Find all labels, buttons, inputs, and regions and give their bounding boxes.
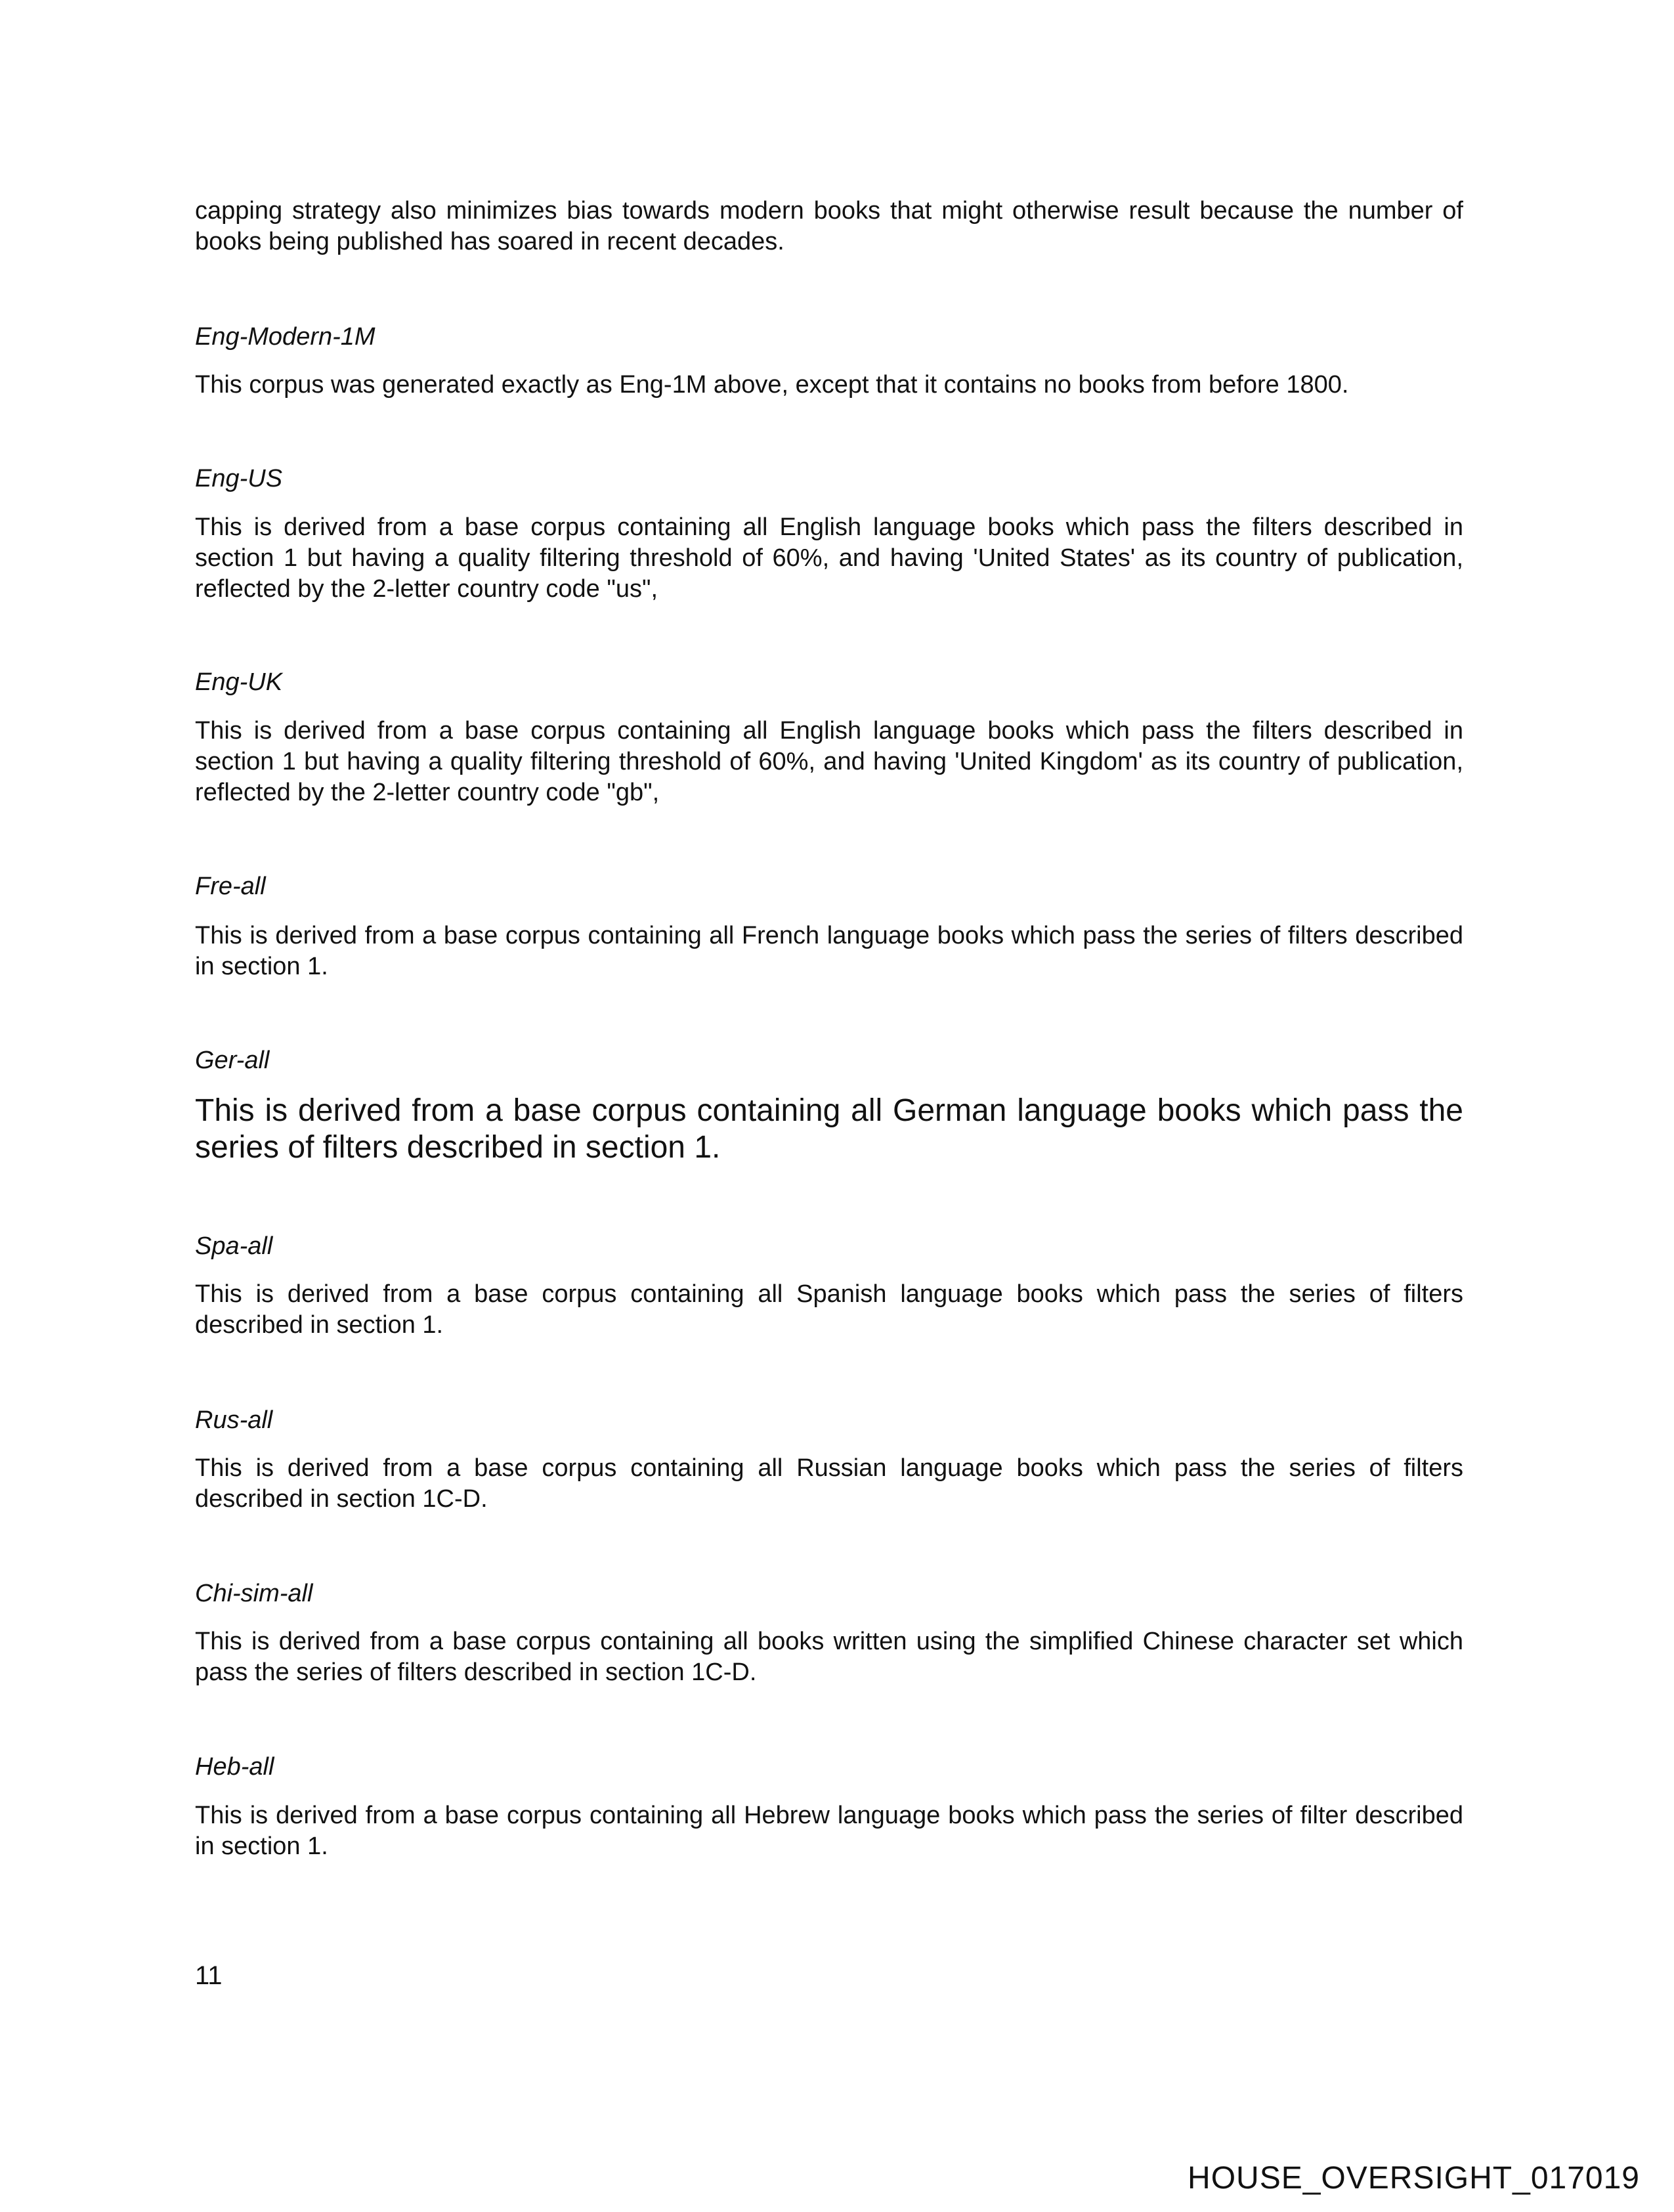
section-body-spa-all: This is derived from a base corpus containing all Spanish language books which pass the series of filters described in section 1. [195,1280,1463,1339]
bates-number: HOUSE_OVERSIGHT_017019 [1188,2161,1640,2196]
section-heading-fre-all: Fre-all [195,873,266,900]
section-heading-ger-all: Ger-all [195,1047,270,1074]
section-heading-eng-modern-1m: Eng-Modern-1M [195,323,376,351]
section-heading-spa-all: Spa-all [195,1232,273,1260]
section-heading-rus-all: Rus-all [195,1406,273,1434]
section-body-chi-sim-all: This is derived from a base corpus containing all books written using the simplified Chinese character set which pass the series of filters described in section 1C-D. [195,1628,1463,1686]
section-body-eng-modern-1m: This corpus was generated exactly as Eng-1M above, except that it contains no books from before 1800. [195,371,1349,399]
page-number: 11 [195,1961,223,1990]
section-heading-eng-uk: Eng-UK [195,668,283,696]
section-body-fre-all: This is derived from a base corpus containing all French language books which pass the series of filters described in section 1. [195,922,1463,980]
section-body-heb-all: This is derived from a base corpus containing all Hebrew language books which pass the series of filter described in section 1. [195,1802,1463,1860]
section-body-ger-all: This is derived from a base corpus containing all German language books which pass the series of filters described in section 1. [195,1093,1463,1165]
section-heading-eng-us: Eng-US [195,465,283,492]
section-body-eng-uk: This is derived from a base corpus containing all English language books which pass the filters described in section 1 but having a quality filtering threshold of 60%, and having 'United Kingdom' as its country of publication, reflected by the 2-letter country code "gb", [195,717,1463,806]
intro-paragraph: capping strategy also minimizes bias towards modern books that might otherwise result because the number of books being published has soared in recent decades. [195,197,1463,255]
section-body-eng-us: This is derived from a base corpus containing all English language books which pass the filters described in section 1 but having a quality filtering threshold of 60%, and having 'United States' as its country of publication, reflected by the 2-letter country code "us", [195,513,1463,603]
section-heading-heb-all: Heb-all [195,1753,274,1781]
section-body-rus-all: This is derived from a base corpus containing all Russian language books which pass the series of filters described in section 1C-D. [195,1454,1463,1513]
section-heading-chi-sim-all: Chi-sim-all [195,1580,313,1607]
